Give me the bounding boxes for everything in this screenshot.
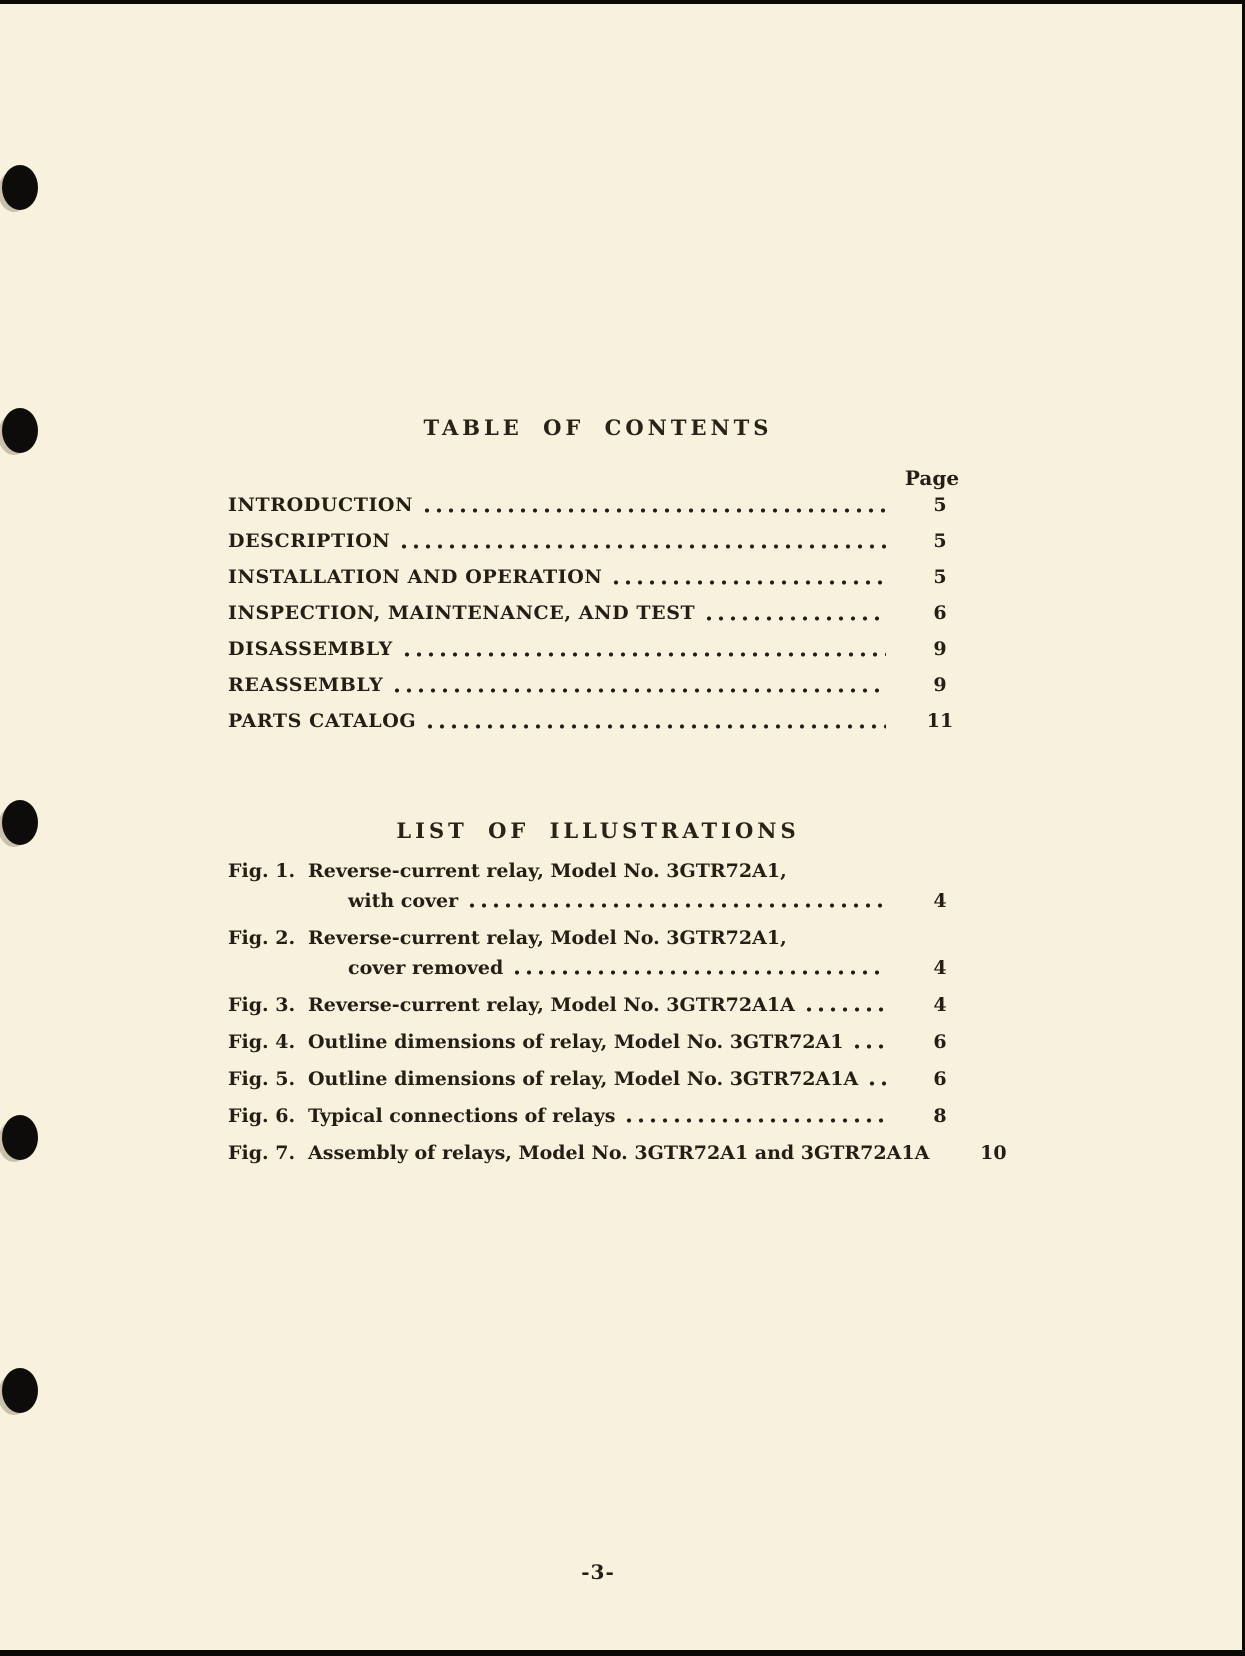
toc-entry-label: INSTALLATION AND OPERATION <box>228 566 603 588</box>
punch-hole <box>2 1115 38 1160</box>
page-number-footer: -3- <box>581 1560 615 1584</box>
figure-number: Fig. 5. <box>228 1068 296 1090</box>
dot-leader <box>393 686 886 695</box>
toc-entry-label: DESCRIPTION <box>228 530 391 552</box>
figure-page: 8 <box>933 1105 947 1127</box>
toc-entry-label: REASSEMBLY <box>228 674 384 696</box>
toc-entry <box>228 494 968 519</box>
toc-entry <box>228 710 968 735</box>
punch-hole <box>2 165 38 210</box>
figure-entry <box>228 1103 968 1129</box>
toc-entry-page: 5 <box>933 530 947 552</box>
page-content <box>228 0 1007 1656</box>
dot-leader <box>513 968 886 977</box>
toc-entry-label: INTRODUCTION <box>228 494 414 516</box>
toc-entry <box>228 566 968 591</box>
figure-caption <box>308 1103 912 1129</box>
scan-edge-top <box>0 0 1245 4</box>
figure-caption-line1: Reverse-current relay, Model No. 3GTR72A1, <box>308 860 787 882</box>
figure-page: 4 <box>933 994 947 1016</box>
figure-caption <box>308 992 912 1018</box>
figure-page: 6 <box>933 1068 947 1090</box>
figure-number: Fig. 2. <box>228 927 296 949</box>
dot-leader <box>805 1005 886 1014</box>
dot-leader <box>426 722 886 731</box>
punch-hole <box>2 1368 38 1413</box>
dot-leader <box>403 650 886 659</box>
figure-page: 4 <box>933 957 947 979</box>
dot-leader <box>868 1079 886 1088</box>
toc-entry-page: 11 <box>926 710 954 732</box>
punch-hole <box>2 408 38 453</box>
figure-entry <box>228 992 968 1018</box>
figure-number: Fig. 3. <box>228 994 296 1016</box>
toc-entry-label: INSPECTION, MAINTENANCE, AND TEST <box>228 602 696 624</box>
toc-entry-page: 5 <box>933 494 947 516</box>
toc-entry-page: 9 <box>933 638 947 660</box>
toc-entry-label: PARTS CATALOG <box>228 710 417 732</box>
list-of-illustrations <box>228 858 1007 1177</box>
dot-leader <box>853 1042 886 1051</box>
figure-caption-text: Typical connections of relays <box>308 1105 616 1127</box>
dot-leader <box>468 901 886 910</box>
figure-caption-text: Assembly of relays, Model No. 3GTR72A1 and 3GTR72A1A <box>308 1142 930 1164</box>
figure-caption <box>308 1029 912 1055</box>
scan-edge-bottom <box>0 1650 1245 1656</box>
figure-caption-line2 <box>308 955 912 981</box>
figure-caption-text: Outline dimensions of relay, Model No. 3GTR72A1A <box>308 1068 859 1090</box>
toc-entry-page: 9 <box>933 674 947 696</box>
toc-heading: TABLE OF CONTENTS <box>423 415 773 440</box>
figure-page: 10 <box>980 1142 1007 1164</box>
figure-caption <box>308 925 912 981</box>
figure-caption <box>308 858 912 914</box>
toc-entry-label: DISASSEMBLY <box>228 638 393 660</box>
figure-number: Fig. 6. <box>228 1105 296 1127</box>
figure-number: Fig. 7. <box>228 1142 296 1164</box>
figure-number: Fig. 4. <box>228 1031 296 1053</box>
punch-hole <box>2 800 38 845</box>
toc-entry <box>228 602 968 627</box>
toc-entry <box>228 674 968 699</box>
figure-entry <box>228 1066 968 1092</box>
toc-entry <box>228 530 968 555</box>
figure-entry <box>228 1140 1007 1166</box>
figure-entry <box>228 1029 968 1055</box>
dot-leader <box>625 1116 886 1125</box>
toc-entry <box>228 638 968 663</box>
figure-caption-line2 <box>308 888 912 914</box>
table-of-contents-list <box>228 494 968 746</box>
dot-leader <box>705 614 886 623</box>
toc-entry-page: 6 <box>933 602 947 624</box>
figure-page: 6 <box>933 1031 947 1053</box>
figure-number: Fig. 1. <box>228 860 296 882</box>
dot-leader <box>612 578 886 587</box>
figure-caption <box>308 1140 965 1166</box>
dot-leader <box>400 542 886 551</box>
dot-leader <box>423 506 886 515</box>
figure-caption-text: cover removed <box>348 957 504 979</box>
figure-caption <box>308 1066 912 1092</box>
figure-entry <box>228 858 968 914</box>
figure-entry <box>228 925 968 981</box>
figure-page: 4 <box>933 890 947 912</box>
illustrations-heading: LIST OF ILLUSTRATIONS <box>396 818 800 843</box>
figure-caption-text: with cover <box>348 890 459 912</box>
figure-caption-text: Outline dimensions of relay, Model No. 3GTR72A1 <box>308 1031 844 1053</box>
page-column-header: Page <box>904 466 960 490</box>
figure-caption-text: Reverse-current relay, Model No. 3GTR72A1A <box>308 994 795 1016</box>
toc-entry-page: 5 <box>933 566 947 588</box>
figure-caption-line1: Reverse-current relay, Model No. 3GTR72A1, <box>308 927 787 949</box>
